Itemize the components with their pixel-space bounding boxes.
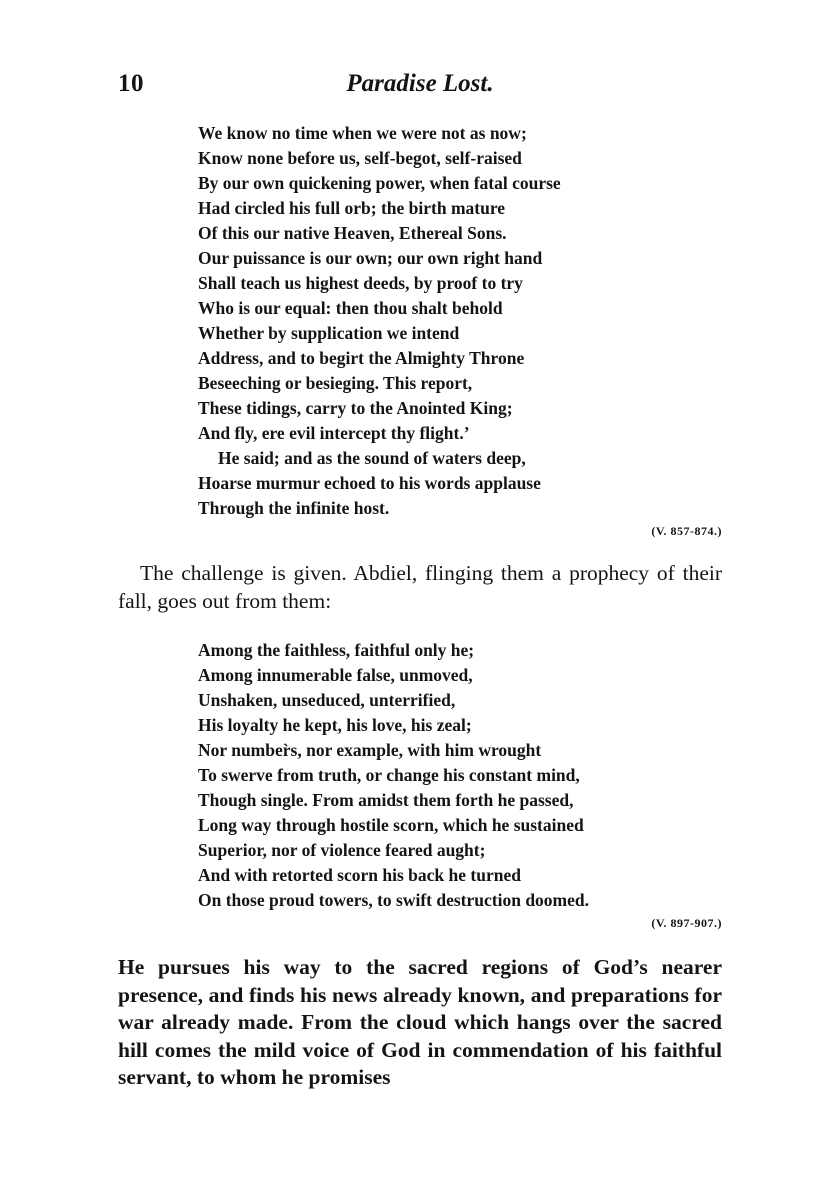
- verse-line: Long way through hostile scorn, which he sustained: [198, 815, 584, 835]
- verse-line: Among the faithless, faithful only he;: [198, 640, 475, 660]
- verse-line: Who is our equal: then thou shalt behold: [198, 298, 503, 318]
- citation-1: (V. 857-874.): [651, 524, 722, 538]
- verse-line: Shall teach us highest deeds, by proof to try: [198, 273, 523, 293]
- verse-line: Had circled his full orb; the birth mature: [198, 198, 506, 218]
- verse-block-2: [198, 638, 728, 913]
- citation-2: (V. 897-907.): [651, 916, 722, 930]
- verse-line: Nor number̀s, nor example, with him wrought: [198, 740, 542, 760]
- verse-block-1: [198, 121, 728, 521]
- verse-line: By our own quickening power, when fatal course: [198, 173, 561, 193]
- verse-line: Unshaken, unseduced, unterrified,: [198, 690, 456, 710]
- prose-paragraph-1: The challenge is given. Abdiel, flinging them a prophecy of their fall, goes out from them:: [118, 561, 722, 613]
- running-title: Paradise Lost.: [346, 70, 494, 97]
- verse-line: To swerve from truth, or change his constant mind,: [198, 765, 580, 785]
- verse-line: Beseeching or besieging. This report,: [198, 373, 473, 393]
- verse-line: Know none before us, self-begot, self-raised: [198, 148, 522, 168]
- verse-line: Superior, nor of violence feared aught;: [198, 840, 486, 860]
- verse-line: He said; and as the sound of waters deep,: [218, 448, 526, 468]
- verse-line: And fly, ere evil intercept thy flight.’: [198, 423, 470, 443]
- verse-line: On those proud towers, to swift destruction doomed.: [198, 890, 589, 910]
- verse-line: Among innumerable false, unmoved,: [198, 665, 473, 685]
- verse-line: Of this our native Heaven, Ethereal Sons.: [198, 223, 507, 243]
- verse-line: His loyalty he kept, his love, his zeal;: [198, 715, 472, 735]
- prose-paragraph-2: He pursues his way to the sacred regions of God’s nearer presence, and finds his news already known, and preparations for war already made. From the cloud which hangs over the sacred hill comes the mild voice of God in commendation of his faithful servant, to whom he promises: [118, 955, 722, 1089]
- verse-line: Address, and to begirt the Almighty Throne: [198, 348, 525, 368]
- verse-line: And with retorted scorn his back he turned: [198, 865, 521, 885]
- verse-line: Whether by supplication we intend: [198, 323, 460, 343]
- page-number: 10: [118, 70, 144, 97]
- verse-line: We know no time when we were not as now;: [198, 123, 527, 143]
- verse-line: Our puissance is our own; our own right hand: [198, 248, 543, 268]
- verse-line: Through the infinite host.: [198, 498, 390, 518]
- verse-line: Hoarse murmur echoed to his words applause: [198, 473, 541, 493]
- page-header: [118, 70, 722, 102]
- verse-line: Though single. From amidst them forth he passed,: [198, 790, 574, 810]
- verse-line: These tidings, carry to the Anointed King;: [198, 398, 513, 418]
